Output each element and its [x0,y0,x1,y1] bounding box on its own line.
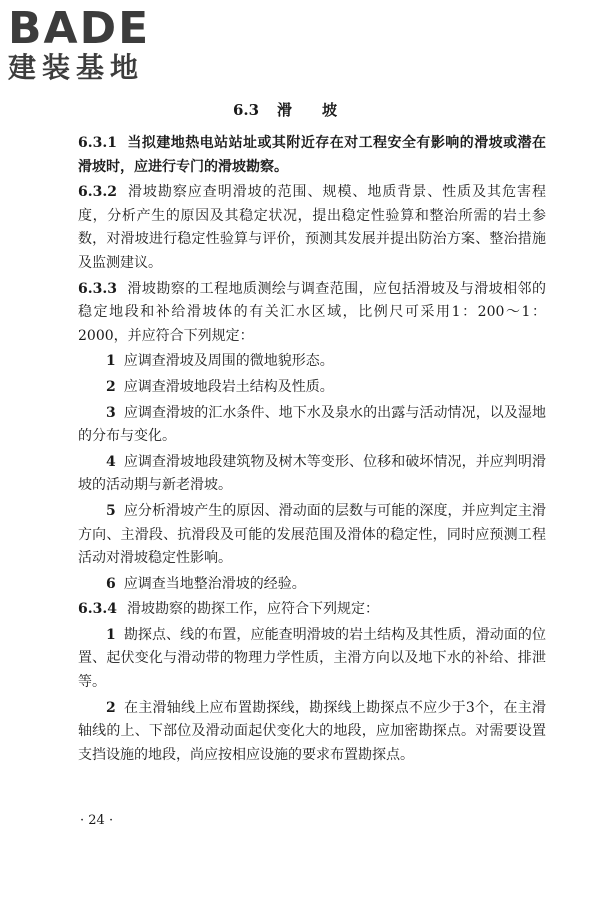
item-text: 应分析滑坡产生的原因、滑动面的层数与可能的深度，并应判定主滑方向、主滑段、抗滑段及可能的发展范围及滑体的稳定性，同时应预测工程活动对滑坡稳定性影响。 [78,502,546,567]
list-item [78,451,546,498]
list-item [78,573,546,597]
list-item [78,500,546,571]
item-number: 2 [106,378,116,395]
item-number: 3 [106,404,116,421]
logo-chinese-text: 建装基地 [8,51,145,84]
item-number: 2 [106,699,116,716]
clause-6-3-4 [78,598,546,622]
section-number: 6.3 [232,101,260,119]
item-text: 应调查滑坡地段岩土结构及性质。 [123,378,334,395]
logo-latin-text: BADE [8,3,151,54]
item-text: 应调查滑坡的汇水条件、地下水及泉水的出露与活动情况，以及湿地的分布与变化。 [78,404,546,445]
clause-6-3-2 [78,181,546,275]
clause-number: 6.3.1 [78,135,117,151]
item-number: 1 [106,626,116,643]
item-number: 6 [106,575,116,592]
item-text: 应调查滑坡及周围的微地貌形态。 [123,353,334,370]
item-number: 1 [106,353,116,370]
clause-6-3-1 [78,132,546,179]
document-body [78,132,546,769]
list-item [78,376,546,400]
item-number: 4 [106,453,116,470]
item-text: 在主滑轴线上应布置勘探线，勘探线上勘探点不应少于3个，在主滑轴线的上、下部位及滑动面起伏变化大的地段，应加密勘探点。对需要设置支挡设施的地段，尚应按相应设施的要求布置勘探点。 [78,699,546,763]
list-item [78,624,546,695]
clause-number: 6.3.3 [78,280,117,297]
section-title: 滑坡 [277,101,368,119]
section-heading [0,100,600,120]
clause-6-3-3 [78,278,546,349]
clause-text: 当拟建地热电站站址或其附近存在对工程安全有影响的滑坡或潜在滑坡时，应进行专门的滑坡勘察。 [78,135,546,175]
item-text: 应调查当地整治滑坡的经验。 [123,575,306,592]
item-text: 勘探点、线的布置，应能查明滑坡的岩土结构及其性质，滑动面的位置、起伏变化与滑动带的物理力学性质，主滑方向以及地下水的补给、排泄等。 [78,626,546,691]
clause-text: 滑坡勘察的勘探工作，应符合下列规定： [126,601,379,618]
item-number: 5 [106,502,116,519]
list-item [78,402,546,449]
clause-text: 滑坡勘察应查明滑坡的范围、规模、地质背景、性质及其危害程度，分析产生的原因及其稳定状况，提出稳定性验算和整治所需的岩土参数，对滑坡进行稳定性验算与评价，预测其发展并提出防治方案、整治措施及监测建议。 [78,184,546,271]
bade-logo [8,3,178,84]
page-number: · 24 · [80,813,114,828]
item-text: 应调查滑坡地段建筑物及树木等变形、位移和破坏情况，并应判明滑坡的活动期与新老滑坡。 [78,453,546,494]
clause-number: 6.3.4 [78,601,117,618]
list-item [78,350,546,374]
clause-number: 6.3.2 [78,184,117,201]
clause-text: 滑坡勘察的工程地质测绘与调查范围，应包括滑坡及与滑坡相邻的稳定地段和补给滑坡体的有关汇水区域，比例尺可采用1：200～1：2000，并应符合下列规定： [78,280,546,344]
list-item [78,697,546,768]
